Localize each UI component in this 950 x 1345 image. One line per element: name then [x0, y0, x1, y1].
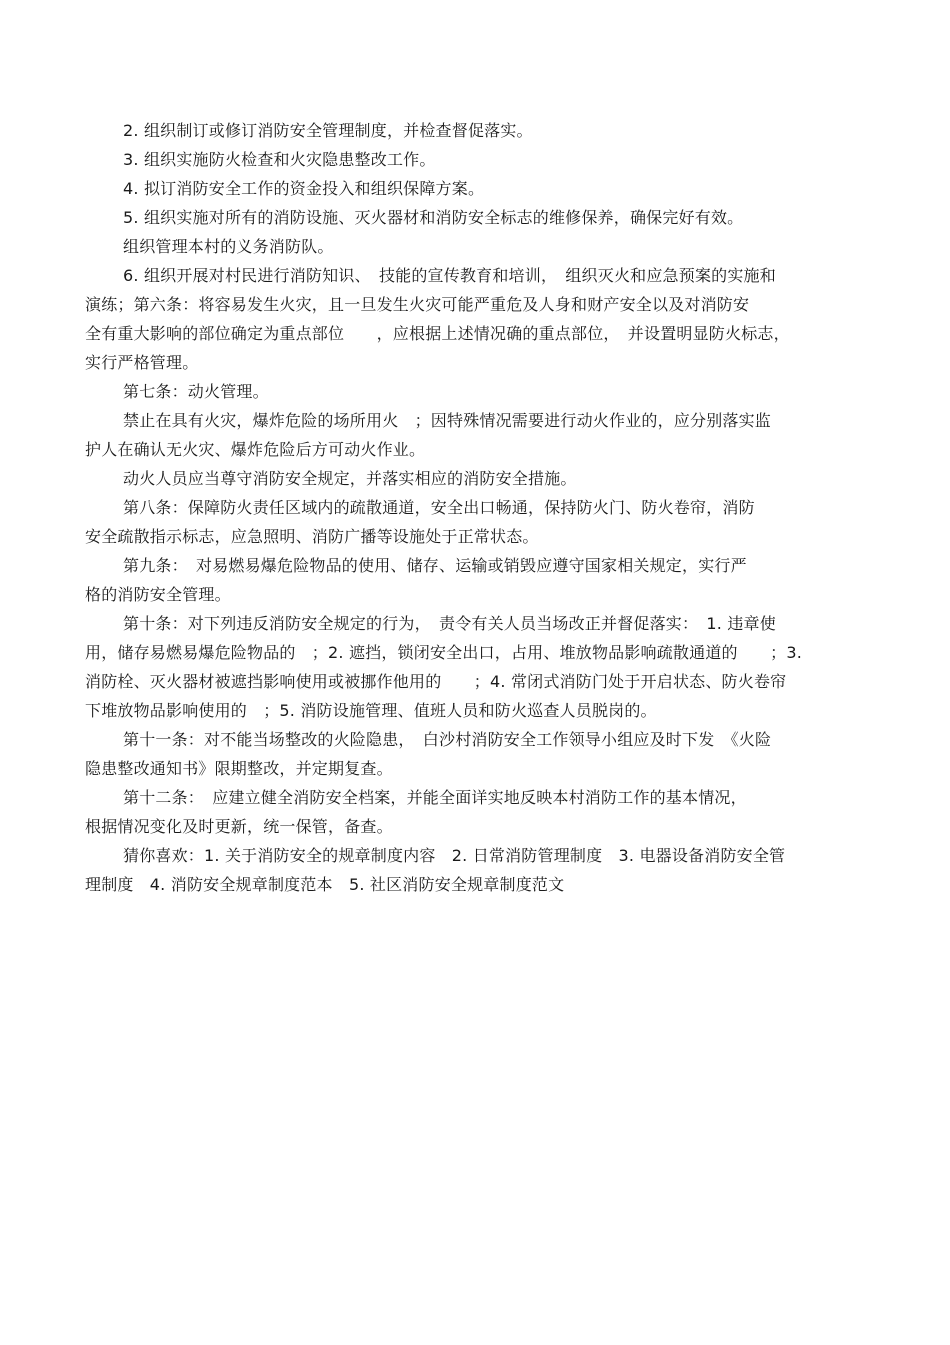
paragraph-line: 猜你喜欢：1. 关于消防安全的规章制度内容 2. 日常消防管理制度 3. 电器设备消防安全管: [123, 846, 786, 865]
paragraph-line: 第十二条： 应建立健全消防安全档案，并能全面详实地反映本村消防工作的基本情况，: [123, 788, 747, 807]
paragraph-line: 第十一条：对不能当场整改的火险隐患， 白沙村消防安全工作领导小组应及时下发 《火险: [123, 730, 772, 749]
paragraph-line: 动火人员应当尊守消防安全规定，并落实相应的消防安全措施。: [123, 469, 577, 488]
paragraph-line: 第八条：保障防火责任区域内的疏散通道，安全出口畅通，保持防火门、防火卷帘，消防: [123, 498, 755, 517]
paragraph-line: 3. 组织实施防火检查和火灾隐患整改工作。: [123, 150, 436, 169]
paragraph-line: 安全疏散指示标志，应急照明、消防广播等设施处于正常状态。: [85, 527, 539, 546]
paragraph-line: 禁止在具有火灾，爆炸危险的场所用火 ；因特殊情况需要进行动火作业的，应分别落实监: [123, 411, 772, 430]
paragraph-line: 第十条：对下列违反消防安全规定的行为， 责令有关人员当场改正并督促落实： 1. 违章使: [123, 614, 776, 633]
paragraph-line: 5. 组织实施对所有的消防设施、灭火器材和消防安全标志的维修保养，确保完好有效。: [123, 208, 744, 227]
paragraph-line: 全有重大影响的部位确定为重点部位 ，应根据上述情况确的重点部位， 并设置明显防火标志，: [85, 324, 790, 343]
paragraph-line: 实行严格管理。: [85, 353, 199, 372]
paragraph-line: 下堆放物品影响使用的 ；5. 消防设施管理、值班人员和防火巡查人员脱岗的。: [85, 701, 657, 720]
paragraph-line: 组织管理本村的义务消防队。: [123, 237, 334, 256]
paragraph-line: 根据情况变化及时更新，统一保管，备查。: [85, 817, 393, 836]
paragraph-line: 6. 组织开展对村民进行消防知识、 技能的宣传教育和培训， 组织灭火和应急预案的实施和: [123, 266, 776, 285]
paragraph-line: 格的消防安全管理。: [85, 585, 231, 604]
paragraph-line: 第七条：动火管理。: [123, 382, 269, 401]
paragraph-line: 护人在确认无火灾、爆炸危险后方可动火作业。: [85, 440, 426, 459]
paragraph-line: 4. 拟订消防安全工作的资金投入和组织保障方案。: [123, 179, 485, 198]
paragraph-line: 隐患整改通知书》限期整改，并定期复查。: [85, 759, 393, 778]
paragraph-line: 消防栓、灭火器材被遮挡影响使用或被挪作他用的 ；4. 常闭式消防门处于开启状态、防火卷帘: [85, 672, 787, 691]
paragraph-line: 演练；第六条：将容易发生火灾，且一旦发生火灾可能严重危及人身和财产安全以及对消防安: [85, 295, 750, 314]
paragraph-line: 用，储存易燃易爆危险物品的 ；2. 遮挡，锁闭安全出口，占用、堆放物品影响疏散通道的 ；3.: [85, 643, 803, 662]
paragraph-line: 理制度 4. 消防安全规章制度范本 5. 社区消防安全规章制度范文: [85, 875, 565, 894]
paragraph-line: 第九条： 对易燃易爆危险物品的使用、储存、运输或销毁应遵守国家相关规定，实行严: [123, 556, 747, 575]
paragraph-line: 2. 组织制订或修订消防安全管理制度，并检查督促落实。: [123, 121, 533, 140]
